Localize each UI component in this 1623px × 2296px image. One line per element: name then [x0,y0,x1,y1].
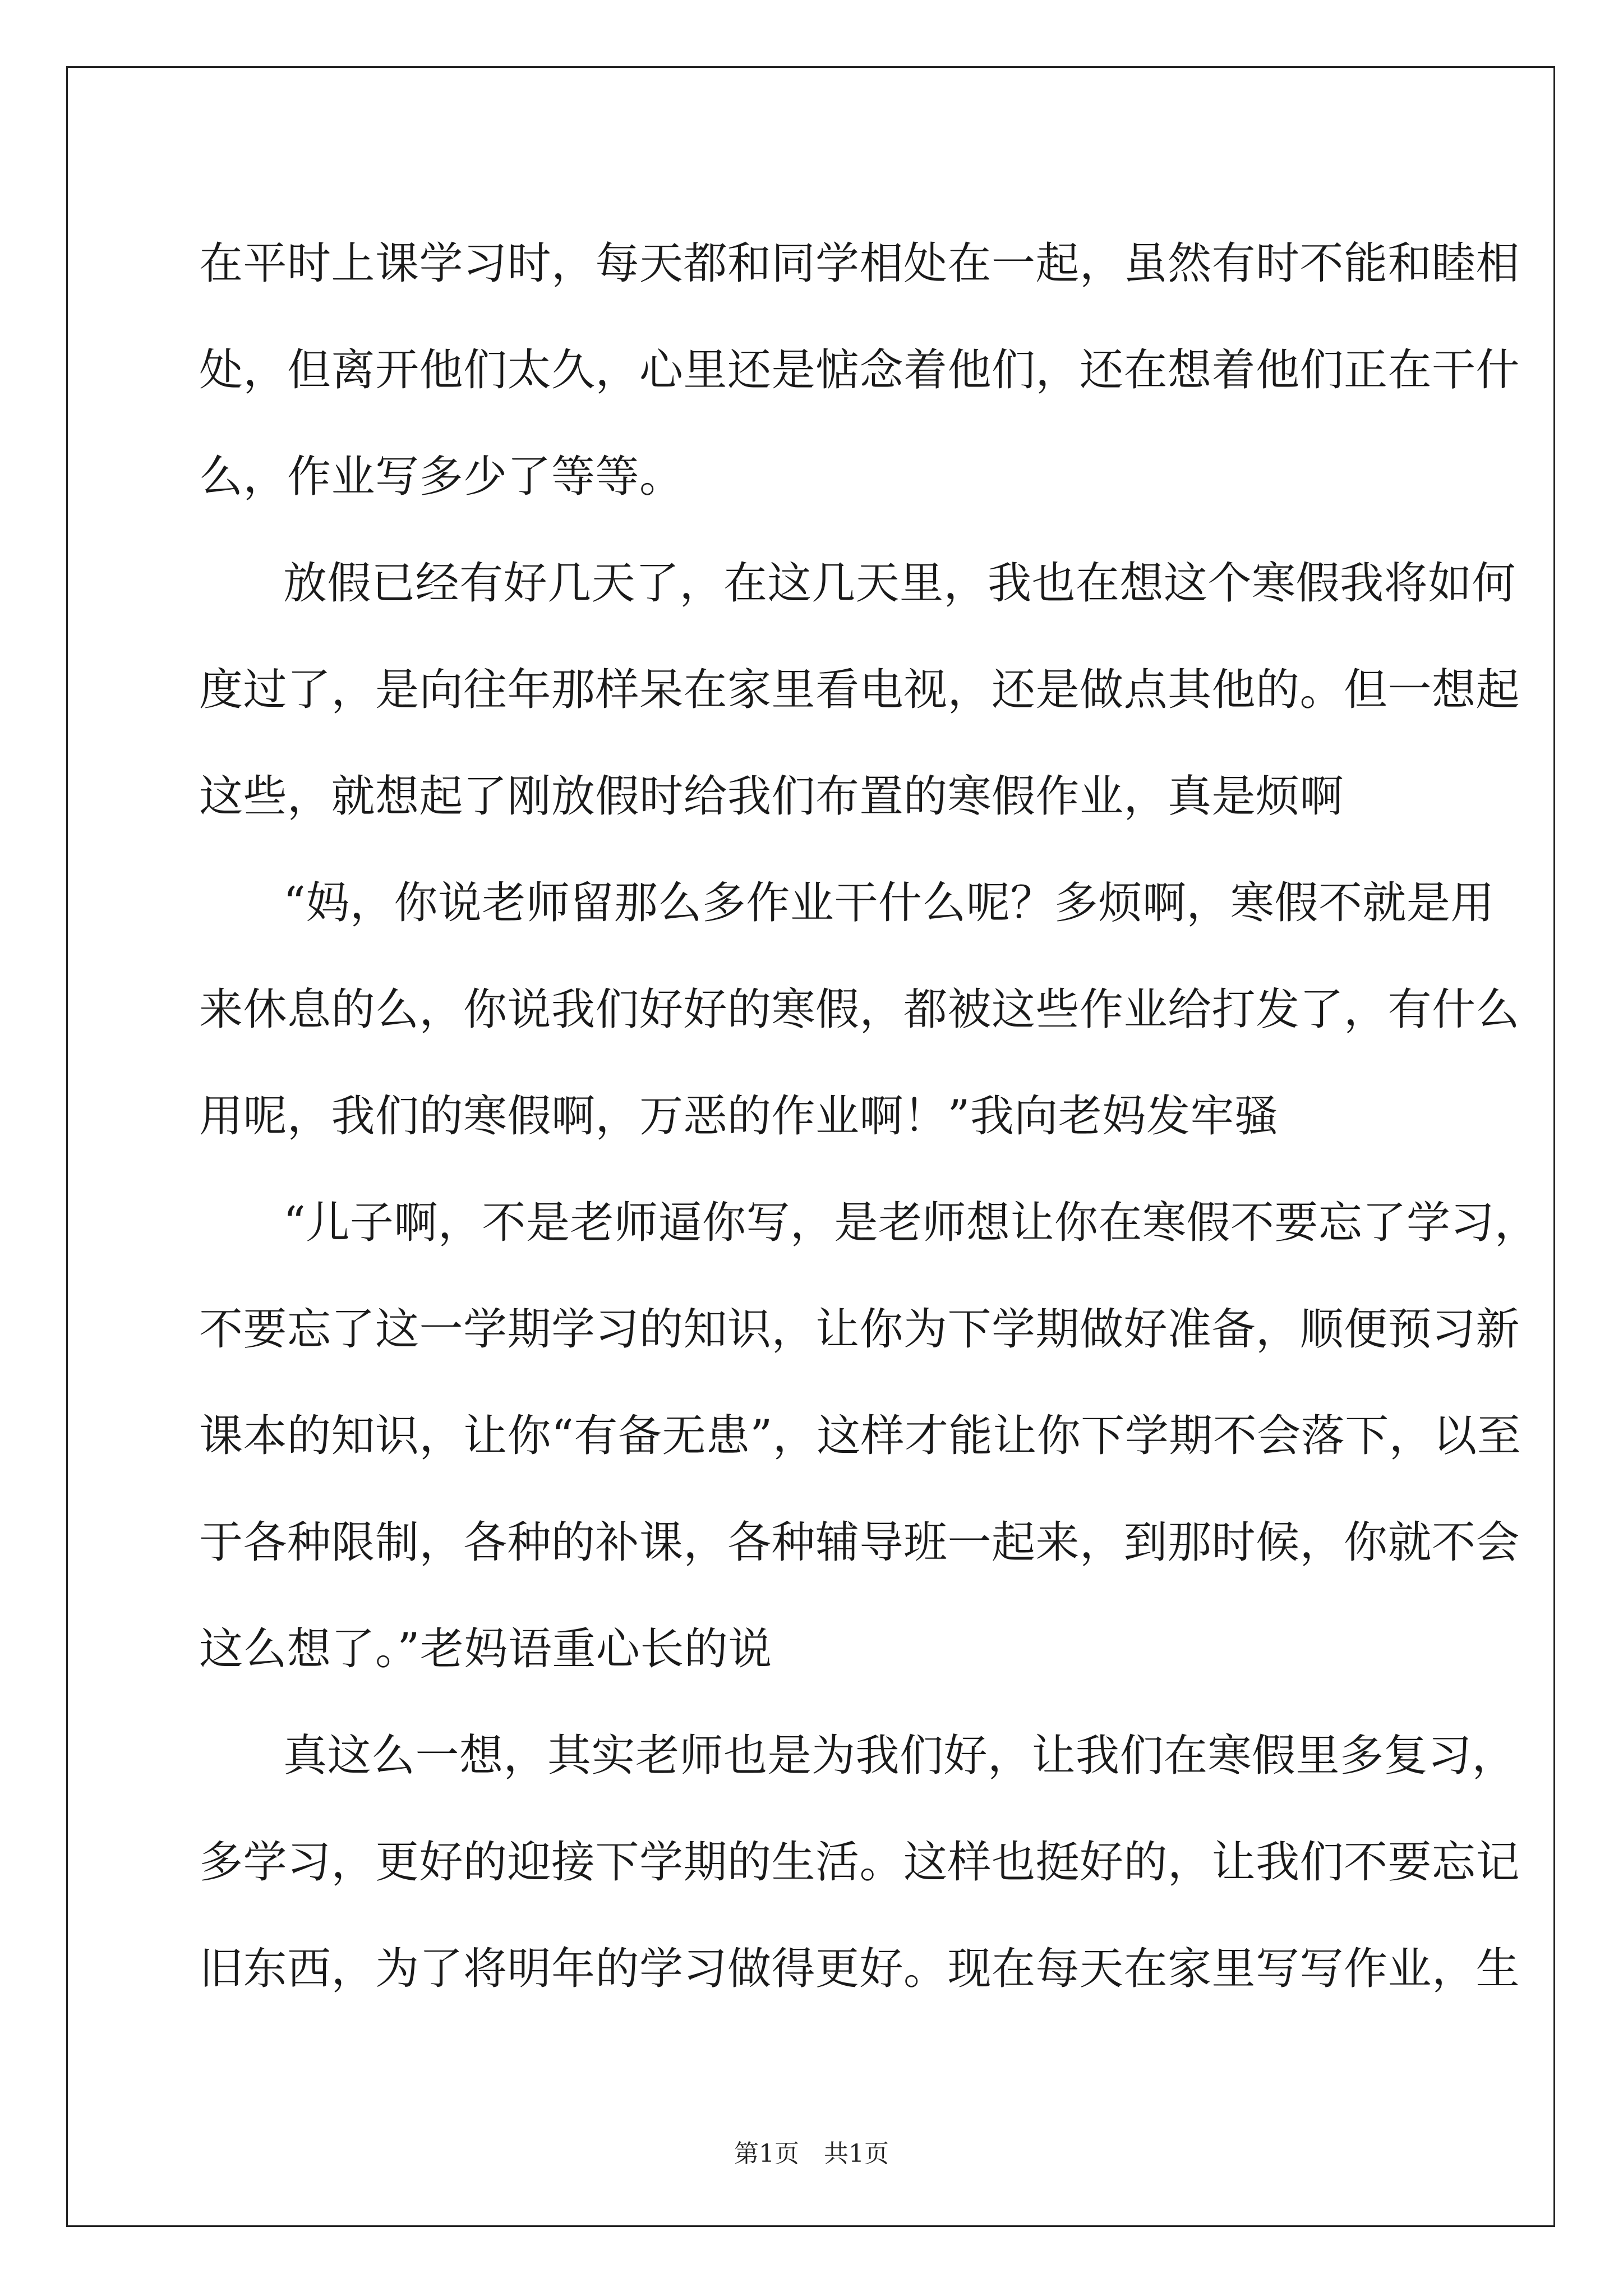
text-line: 在平时上课学习时，每天都和同学相处在一起，虽然有时不能和睦相 [199,238,1520,289]
text-line: 么，作业写多少了等等。 [199,452,684,502]
page-number-footer: 第1页 共1页 [734,2139,889,2168]
text-line: 多学习，更好的迎接下学期的生活。这样也挺好的，让我们不要忘记 [199,1837,1520,1888]
text-line: “儿子啊，不是老师逼你写，是老师想让你在寒假不要忘了学习， [283,1198,1539,1248]
text-line: 真这么一想，其实老师也是为我们好，让我们在寒假里多复习， [283,1731,1516,1781]
text-line: 这么想了。”老妈语重心长的说 [199,1624,772,1674]
text-line: 课本的知识，让你“有备无患”，这样才能让你下学期不会落下，以至 [199,1411,1521,1461]
text-line: 用呢，我们的寒假啊，万恶的作业啊！”我向老妈发牢骚 [199,1091,1279,1142]
document-body [199,210,1539,2022]
text-line: 旧东西，为了将明年的学习做得更好。现在每天在家里写写作业，生 [199,1944,1520,1994]
text-line: 处，但离开他们太久，心里还是惦念着他们，还在想着他们正在干什 [199,345,1520,395]
text-line: 这些，就想起了刚放假时给我们布置的寒假作业，真是烦啊 [199,771,1344,822]
text-line: 放假已经有好几天了，在这几天里，我也在想这个寒假我将如何 [283,558,1516,609]
text-line: 来休息的么，你说我们好好的寒假，都被这些作业给打发了，有什么 [199,984,1520,1035]
text-line: 度过了，是向往年那样呆在家里看电视，还是做点其他的。但一想起 [199,665,1520,715]
text-line: “妈，你说老师留那么多作业干什么呢？多烦啊，寒假不就是用 [283,878,1495,928]
text-line: 于各种限制，各种的补课，各种辅导班一起来，到那时候，你就不会 [199,1517,1520,1568]
text-line: 不要忘了这一学期学习的知识，让你为下学期做好准备，顺便预习新 [199,1304,1520,1355]
